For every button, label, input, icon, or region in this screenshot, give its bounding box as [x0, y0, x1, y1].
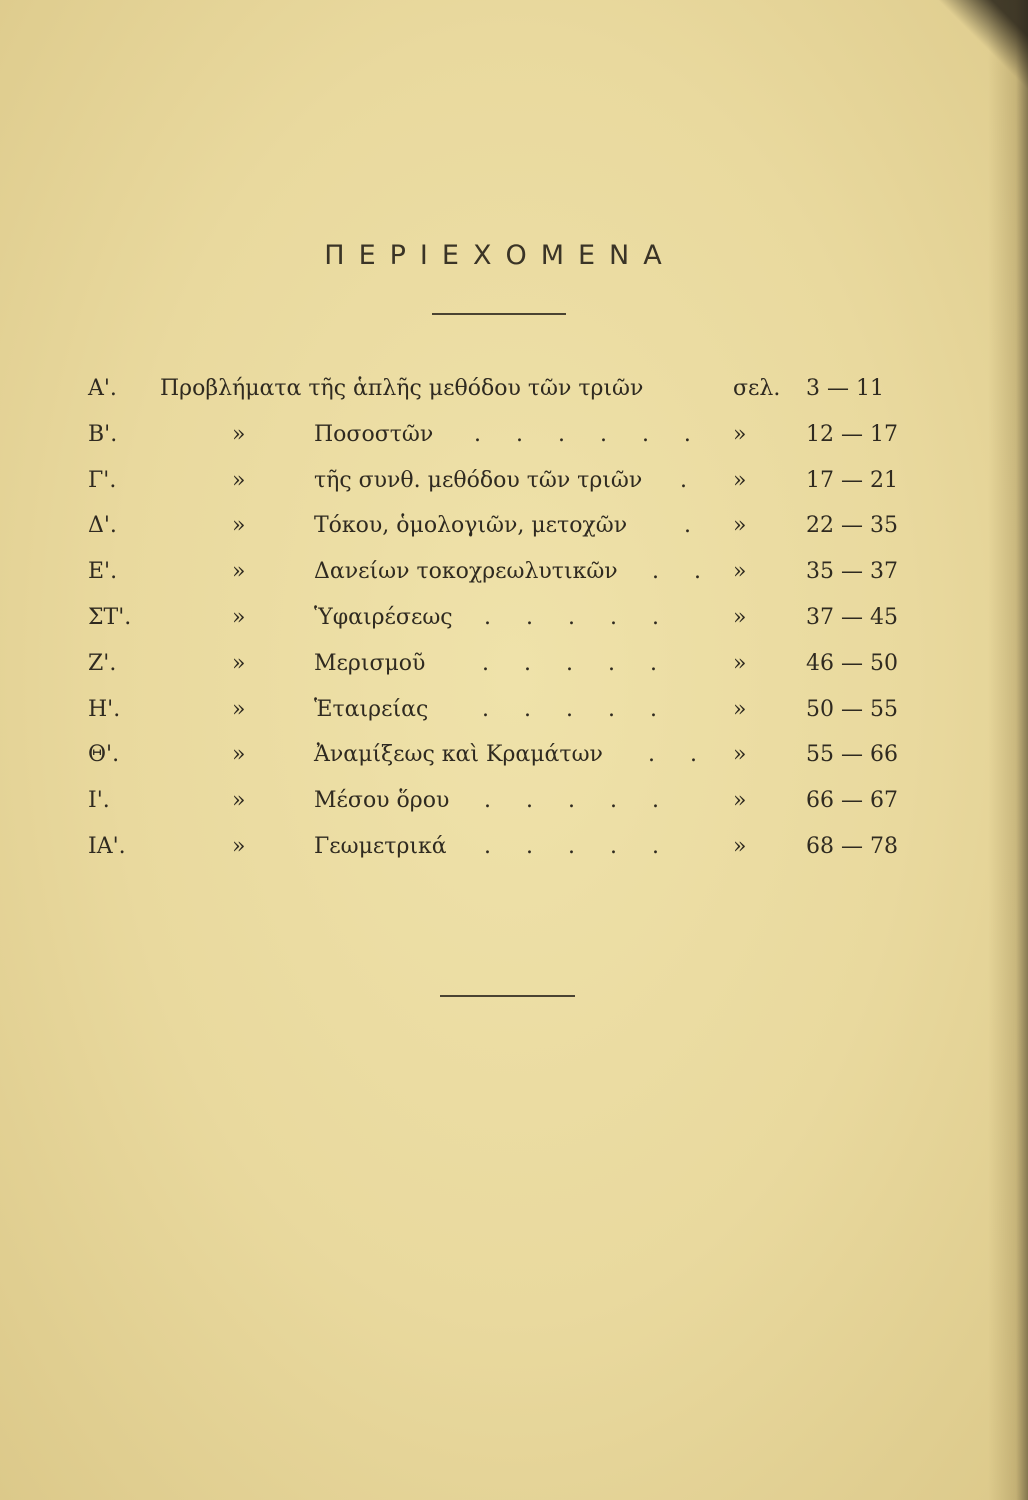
chapter-number: Θ'. [88, 742, 120, 768]
toc-row [0, 603, 1028, 649]
table-of-contents [0, 374, 1028, 878]
toc-row [0, 511, 1028, 557]
ditto-mark: » [232, 421, 246, 447]
dot-leader: . . . . . . [474, 421, 705, 447]
dot-leader: . . [648, 742, 711, 768]
page-prefix: » [733, 604, 747, 630]
page-prefix: » [733, 650, 747, 676]
chapter-number: Ε'. [88, 559, 118, 585]
ditto-mark: » [232, 788, 246, 814]
ditto-mark: » [232, 513, 246, 539]
page-prefix: » [733, 513, 747, 539]
chapter-number: Ζ'. [88, 650, 117, 676]
ditto-mark: » [232, 833, 246, 859]
page-range: 17 — 21 [806, 467, 898, 493]
chapter-title: Ἑταιρείας [314, 696, 429, 722]
chapter-title: Ὑφαιρέσεως [314, 604, 453, 630]
chapter-number: ΣΤ'. [88, 604, 132, 630]
chapter-number: ΙΑ'. [88, 833, 126, 859]
chapter-number: Β'. [88, 421, 118, 447]
dot-leader: . . . . . [484, 833, 673, 859]
chapter-number: Γ'. [88, 467, 117, 493]
page-prefix: » [733, 467, 747, 493]
toc-row [0, 374, 1028, 420]
page-range: 3 — 11 [806, 376, 884, 401]
ditto-mark: » [232, 467, 246, 493]
page-prefix: » [733, 742, 747, 768]
page-range: 12 — 17 [806, 421, 898, 447]
toc-row [0, 740, 1028, 786]
dot-leader: . . [652, 559, 715, 585]
chapter-number: Δ'. [88, 513, 117, 539]
chapter-title: Δανείων τοκοχρεωλυτικῶν [314, 559, 618, 585]
page-prefix: σελ. [733, 376, 781, 401]
end-divider [440, 995, 575, 997]
page-range: 50 — 55 [806, 696, 898, 722]
ditto-mark: » [232, 559, 246, 585]
ditto-mark: » [232, 604, 246, 630]
ditto-mark: » [232, 650, 246, 676]
chapter-number: Α'. [88, 376, 117, 401]
dot-leader: . . . . . [482, 696, 671, 722]
dot-leader: . [684, 513, 705, 539]
page-range: 35 — 37 [806, 559, 898, 585]
page-range: 46 — 50 [806, 650, 898, 676]
ditto-mark: » [232, 742, 246, 768]
toc-row [0, 420, 1028, 466]
page-range: 68 — 78 [806, 833, 898, 859]
dot-leader: . [680, 467, 701, 493]
page-range: 37 — 45 [806, 604, 898, 630]
dot-leader: . . . . . [482, 650, 671, 676]
toc-row [0, 832, 1028, 878]
page-range: 55 — 66 [806, 742, 898, 768]
dot-leader: . . . . . [484, 604, 673, 630]
page-prefix: » [733, 421, 747, 447]
page-prefix: » [733, 696, 747, 722]
chapter-title: Ἀναμίξεως καὶ Κραμάτων [314, 742, 603, 768]
chapter-title: Τόκου, ὁμολογιῶν, μετοχῶν [314, 513, 628, 539]
title-divider [432, 313, 566, 315]
toc-row [0, 466, 1028, 512]
chapter-title: τῆς συνθ. μεθόδου τῶν τριῶν [314, 467, 643, 493]
page-prefix: » [733, 559, 747, 585]
chapter-number: Η'. [88, 696, 121, 722]
chapter-title: Προβλήματα τῆς ἁπλῆς μεθόδου τῶν τριῶν [160, 376, 644, 401]
chapter-title: Ποσοστῶν [314, 421, 434, 447]
toc-row [0, 557, 1028, 603]
page-prefix: » [733, 833, 747, 859]
toc-row [0, 649, 1028, 695]
chapter-title: Μερισμοῦ [314, 650, 426, 676]
chapter-title: Μέσου ὅρου [314, 788, 450, 814]
page-prefix: » [733, 788, 747, 814]
ditto-mark: » [232, 696, 246, 722]
toc-row [0, 786, 1028, 832]
page-range: 66 — 67 [806, 788, 898, 814]
chapter-title: Γεωμετρικά [314, 833, 447, 859]
toc-row [0, 695, 1028, 741]
chapter-number: Ι'. [88, 788, 110, 814]
page-range: 22 — 35 [806, 513, 898, 539]
page-title: ΠΕΡΙΕΧΟΜΕΝΑ [324, 240, 676, 271]
dot-leader: . . . . . [484, 788, 673, 814]
page-corner-shadow [918, 0, 1028, 90]
